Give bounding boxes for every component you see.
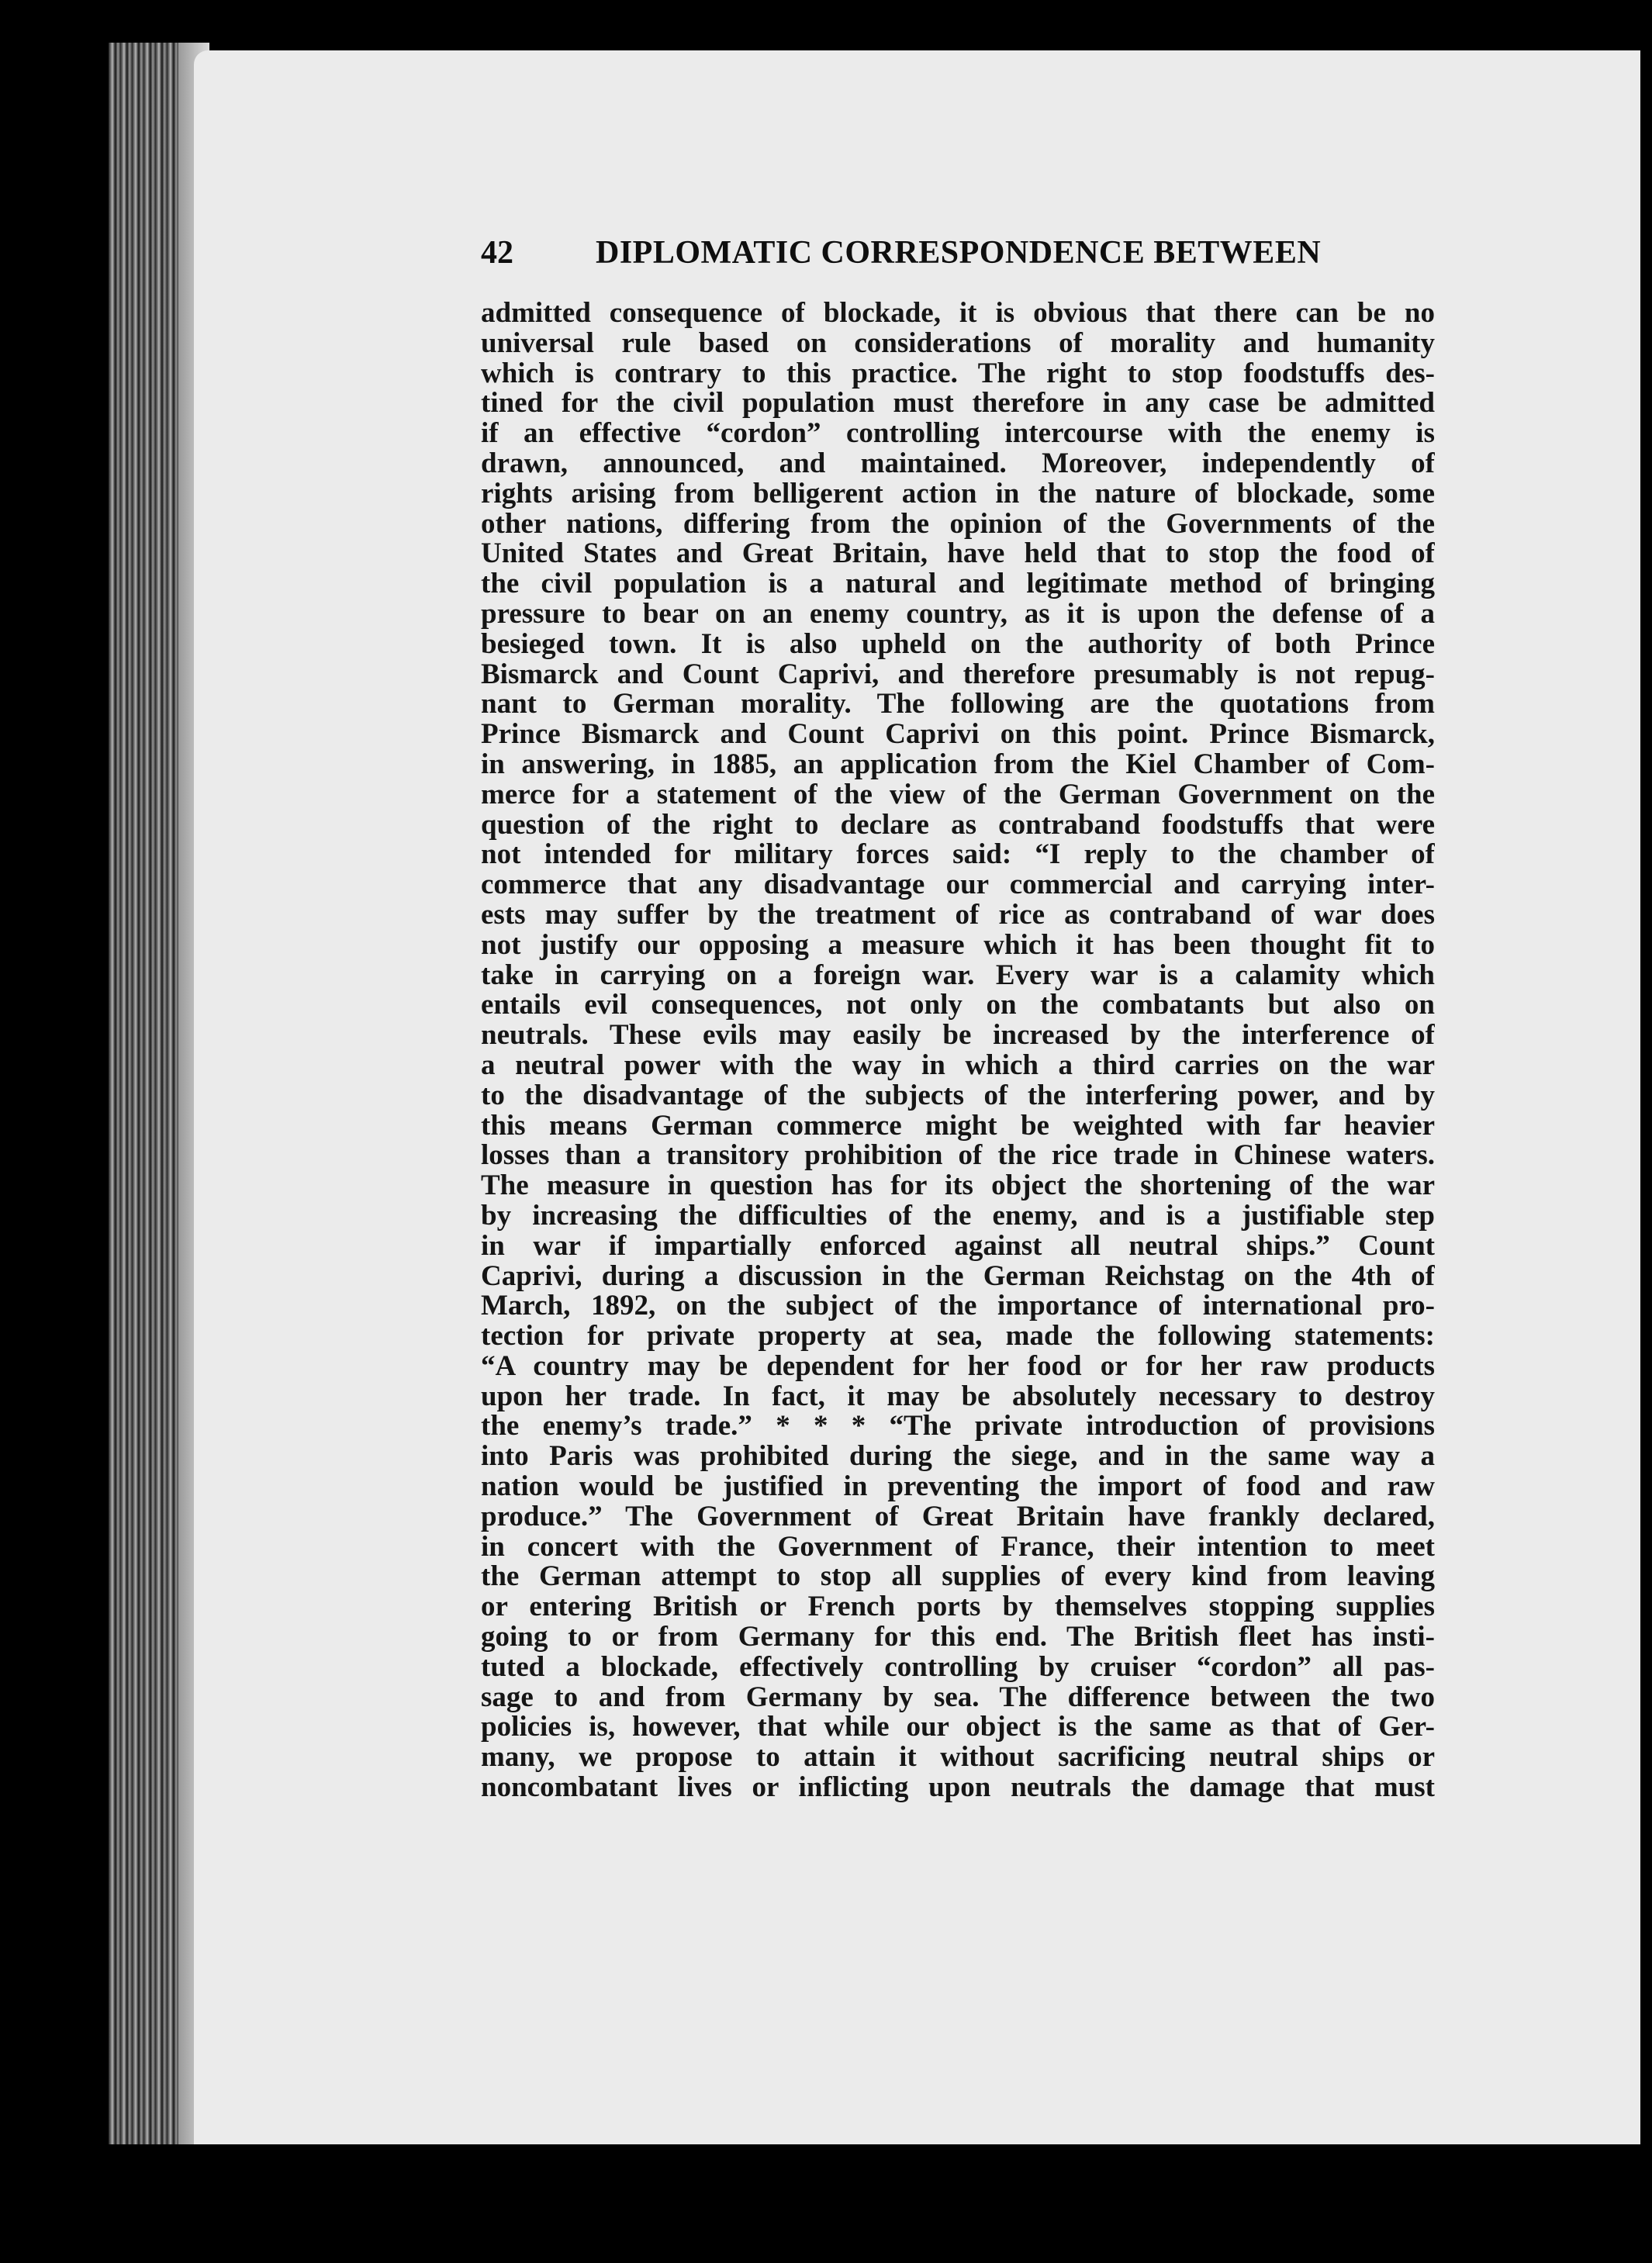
text-line: tection for private property at sea, made the following statements:	[481, 1322, 1435, 1352]
text-line: not intended for military forces said: “I reply to the chamber of	[481, 840, 1435, 871]
text-line: which is contrary to this practice. The right to stop foodstuffs des-	[481, 358, 1435, 389]
text-line: Prince Bismarck and Count Caprivi on this point. Prince Bismarck,	[481, 720, 1435, 750]
text-line: nant to German morality. The following are the quotations from	[481, 689, 1435, 720]
body-text	[481, 299, 1435, 1803]
text-line: the civil population is a natural and legitimate method of bringing	[481, 569, 1435, 599]
text-line: the German attempt to stop all supplies of every kind from leaving	[481, 1562, 1435, 1593]
text-line: to the disadvantage of the subjects of the interfering power, and by	[481, 1080, 1435, 1111]
text-line: pressure to bear on an enemy country, as it is upon the defense of a	[481, 599, 1435, 630]
text-line: entails evil consequences, not only on the combatants but also on	[481, 990, 1435, 1021]
text-line: drawn, announced, and maintained. Moreover, independently of	[481, 448, 1435, 479]
text-line: Bismarck and Count Caprivi, and therefore presumably is not repug-	[481, 659, 1435, 690]
text-line: if an effective “cordon” controlling intercourse with the enemy is	[481, 419, 1435, 449]
text-line: or entering British or French ports by themselves stopping supplies	[481, 1592, 1435, 1623]
text-line: nation would be justified in preventing the import of food and raw	[481, 1472, 1435, 1502]
text-line: noncombatant lives or inflicting upon neutrals the damage that must	[481, 1773, 1435, 1803]
running-head-title: DIPLOMATIC CORRESPONDENCE BETWEEN	[596, 235, 1322, 271]
running-head	[481, 234, 1326, 273]
text-line: besieged town. It is also upheld on the authority of both Prince	[481, 629, 1435, 660]
text-line: this means German commerce might be weighted with far heavier	[481, 1111, 1435, 1142]
text-line: ests may suffer by the treatment of rice as contraband of war does	[481, 900, 1435, 931]
text-line: going to or from Germany for this end. The British fleet has insti-	[481, 1622, 1435, 1653]
text-line: March, 1892, on the subject of the importance of international pro-	[481, 1291, 1435, 1322]
text-line: losses than a transitory prohibition of the rice trade in Chinese waters.	[481, 1141, 1435, 1172]
text-line: the enemy’s trade.” * * * “The private introduction of provisions	[481, 1411, 1435, 1442]
text-line: upon her trade. In fact, it may be absolutely necessary to destroy	[481, 1381, 1435, 1412]
text-line: tined for the civil population must therefore in any case be admitted	[481, 389, 1435, 420]
text-line: in answering, in 1885, an application from the Kiel Chamber of Com-	[481, 749, 1435, 780]
text-line: in concert with the Government of France, their intention to meet	[481, 1532, 1435, 1563]
text-line: a neutral power with the way in which a third carries on the war	[481, 1050, 1435, 1081]
text-line: policies is, however, that while our object is the same as that of Ger-	[481, 1712, 1435, 1743]
text-line: Caprivi, during a discussion in the German Reichstag on the 4th of	[481, 1261, 1435, 1292]
text-line: by increasing the difficulties of the enemy, and is a justifiable step	[481, 1201, 1435, 1232]
text-line: in war if impartially enforced against all neutral ships.” Count	[481, 1231, 1435, 1262]
text-line: universal rule based on considerations of morality and humanity	[481, 328, 1435, 359]
text-line: other nations, differing from the opinion of the Governments of the	[481, 509, 1435, 540]
page-number: 42	[481, 235, 513, 271]
text-line: question of the right to declare as contraband foodstuffs that were	[481, 810, 1435, 841]
text-line: neutrals. These evils may easily be increased by the interference of	[481, 1021, 1435, 1051]
text-line: take in carrying on a foreign war. Every war is a calamity which	[481, 960, 1435, 991]
text-line: commerce that any disadvantage our commercial and carrying inter-	[481, 870, 1435, 900]
text-line: tuted a blockade, effectively controlling by cruiser “cordon” all pas-	[481, 1652, 1435, 1683]
text-line: into Paris was prohibited during the siege, and in the same way a	[481, 1442, 1435, 1473]
text-line: rights arising from belligerent action in the nature of blockade, some	[481, 479, 1435, 510]
text-line: admitted consequence of blockade, it is obvious that there can be no	[481, 299, 1435, 329]
text-line: many, we propose to attain it without sacrificing neutral ships or	[481, 1743, 1435, 1774]
text-line: The measure in question has for its object the shortening of the war	[481, 1171, 1435, 1201]
text-line: produce.” The Government of Great Britain have frankly declared,	[481, 1501, 1435, 1532]
text-line: merce for a statement of the view of the German Government on the	[481, 779, 1435, 810]
text-line: United States and Great Britain, have held that to stop the food of	[481, 539, 1435, 570]
text-line: “A country may be dependent for her food or for her raw products	[481, 1351, 1435, 1382]
text-line: not justify our opposing a measure which it has been thought fit to	[481, 930, 1435, 961]
text-line: sage to and from Germany by sea. The difference between the two	[481, 1682, 1435, 1713]
